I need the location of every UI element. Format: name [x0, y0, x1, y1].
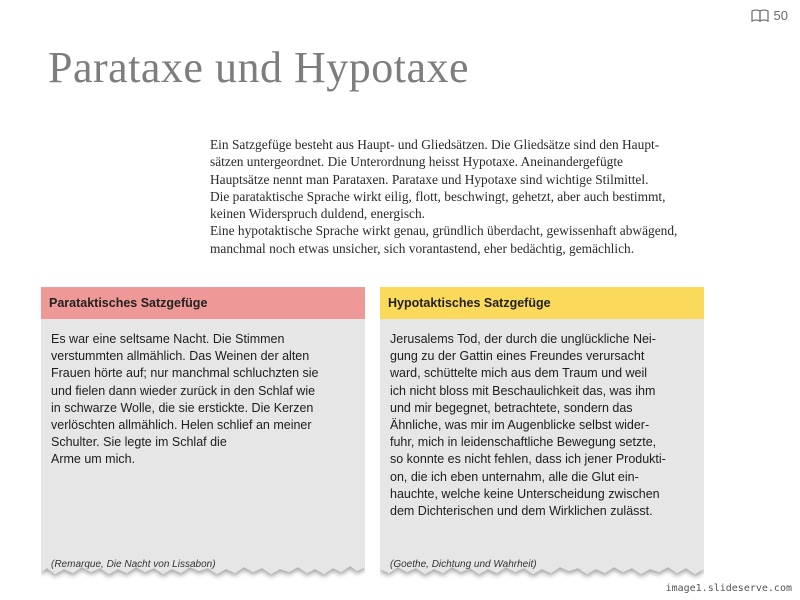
intro-paragraph — [210, 136, 705, 257]
hypotactic-text — [390, 331, 690, 520]
text-line: ich nicht bloss mit Beschaulichkeit das, was ihm — [390, 383, 656, 398]
page-number-badge — [751, 8, 788, 23]
intro-line: Die parataktische Sprache wirkt eilig, flott, beschwingt, gehetzt, aber auch bestimmt, — [210, 188, 666, 204]
text-line: verlöschten allmählich. Helen schlief an meiner — [51, 418, 312, 433]
text-line: gung zu der Gattin eines Freundes verursacht — [390, 349, 645, 364]
hypotactic-box — [380, 287, 704, 582]
intro-line: Hauptsätze nennt man Parataxen. Parataxe und Hypotaxe sind wichtige Stilmittel. — [210, 171, 649, 187]
page-number: 50 — [773, 8, 788, 23]
text-line: Es war eine seltsame Nacht. Die Stimmen — [51, 332, 285, 346]
text-line: Arme um mich. — [51, 452, 136, 467]
paratactic-header: Parataktisches Satzgefüge — [41, 287, 365, 319]
text-line: und mir begegnet, betrachtete, sondern das — [390, 400, 633, 415]
intro-line: sätzen untergeordnet. Die Unterordnung heisst Hypotaxe. Aneinandergefügte — [210, 154, 624, 170]
intro-line: Eine hypotaktische Sprache wirkt genau, gründlich überdacht, gewissenhaft abwägend, — [210, 223, 678, 239]
text-line: in schwarze Wolle, die sie erstickte. Die Kerzen — [51, 400, 314, 415]
text-line: ward, schüttelte mich aus dem Traum und weil — [390, 366, 648, 381]
text-line: verstummten allmählich. Das Weinen der alten — [51, 349, 310, 364]
text-line: Frauen hörte auf; nur manchmal schluchzten sie — [51, 366, 319, 381]
text-line: Jerusalems Tod, der durch die unglückliche Nei- — [390, 332, 656, 346]
text-line: dem Dichterischen und dem Wirklichen zulässt. — [390, 504, 653, 519]
text-line: fuhr, mich in leidenschaftliche Bewegung setzte, — [390, 435, 657, 450]
paratactic-box — [41, 287, 365, 582]
intro-line: keinen Widerspruch duldend, energisch. — [210, 206, 426, 222]
watermark: image1.slideserve.com — [665, 583, 792, 594]
text-line: und fielen dann wieder zurück in den Schlaf wie — [51, 383, 316, 398]
hypotactic-source: (Goethe, Dichtung und Wahrheit) — [390, 559, 537, 570]
text-line: Schulter. Sie legte im Schlaf die — [51, 435, 227, 450]
text-line: hauchte, welche keine Unterscheidung zwischen — [390, 486, 660, 501]
text-line: Ähnliche, was mir im Augenblicke selbst wider- — [390, 418, 650, 433]
paratactic-source: (Remarque, Die Nacht von Lissabon) — [51, 559, 216, 570]
book-icon — [751, 9, 769, 22]
intro-line: manchmal noch etwas unsicher, sich vorantastend, eher bedächtig, gemächlich. — [210, 240, 635, 256]
intro-line: Ein Satzgefüge besteht aus Haupt- und Gliedsätzen. Die Gliedsätze sind den Haupt- — [210, 137, 660, 152]
text-line: so konnte es nicht fehlen, dass ich jener Produkti- — [390, 452, 666, 467]
paratactic-text — [51, 331, 351, 469]
text-line: on, die ich eben unternahm, alle die Glut ein- — [390, 469, 639, 484]
slide-title: Parataxe und Hypotaxe — [48, 43, 470, 92]
hypotactic-header: Hypotaktisches Satzgefüge — [380, 287, 704, 319]
